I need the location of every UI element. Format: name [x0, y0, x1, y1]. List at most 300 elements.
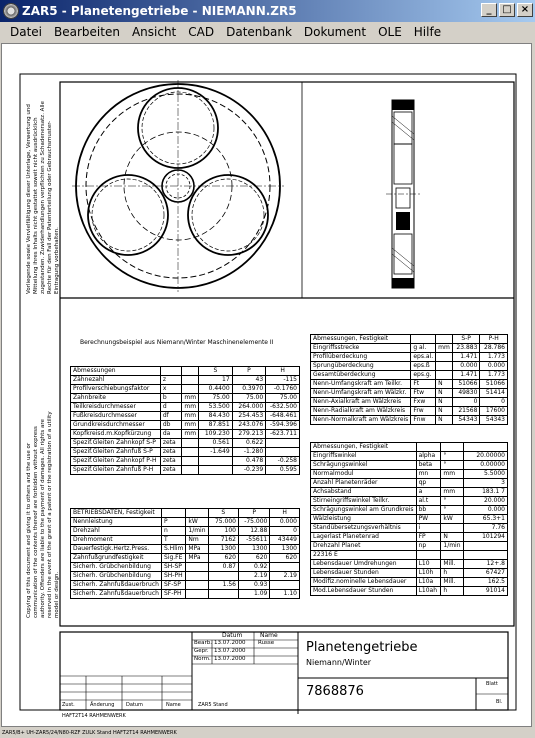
minimize-button[interactable]: _: [481, 3, 497, 17]
table-cell: 3: [463, 479, 507, 488]
table-cell: 28.786: [480, 344, 508, 353]
table-cell: [436, 371, 453, 380]
menu-dokument[interactable]: Dokument: [303, 24, 367, 39]
tb-col-name: Name: [260, 632, 278, 639]
table-cell: 0.3970: [232, 385, 266, 394]
table-cell: 254.453: [232, 412, 266, 421]
table-cell: Standübersetzungsverhältnis: [311, 524, 417, 533]
table-cell: bb: [416, 506, 441, 515]
close-button[interactable]: ×: [517, 3, 533, 17]
table-row: [71, 545, 300, 554]
table-cell: Fußkreisdurchmesser: [71, 412, 161, 421]
table-header-cell: BETRIEBSDATEN, Festigkeit: [71, 509, 162, 518]
table-cell: [186, 590, 208, 599]
table-cell: 1300: [208, 545, 238, 554]
table-cell: zeta: [160, 457, 182, 466]
table-cell: Nenn-Radialkraft am Wälzkreis: [311, 407, 411, 416]
table-cell: -623.711: [266, 430, 300, 439]
table-cell: Sicherh. Grübchenbildung: [71, 563, 162, 572]
table-cell: [441, 479, 463, 488]
table-cell: -0.239: [232, 466, 266, 475]
table-row: [311, 533, 508, 542]
table-cell: Sicherh. Zahnfußdauerbruch: [71, 590, 162, 599]
table-row: [71, 412, 300, 421]
table-row: [71, 421, 300, 430]
table-cell: Anzahl Planetenräder: [311, 479, 417, 488]
table-row: [311, 524, 508, 533]
table-cell: 0.4400: [199, 385, 233, 394]
table-cell: 1/min: [441, 542, 463, 551]
window-titlebar: [0, 0, 535, 22]
table-cell: [436, 353, 453, 362]
table-cell: d: [160, 403, 182, 412]
table-cell: [266, 448, 300, 457]
table-cell: MPa: [186, 554, 208, 563]
menu-ole[interactable]: OLE: [378, 24, 402, 39]
table-cell: n: [161, 527, 185, 536]
table-cell: [182, 448, 199, 457]
table-cell: 0: [480, 398, 508, 407]
table-cell: [182, 385, 199, 394]
table-row: [311, 344, 508, 353]
table-header-cell: S: [208, 509, 238, 518]
table-header-row: [311, 443, 508, 452]
table-header-cell: H: [266, 367, 300, 376]
table-cell: qp: [416, 479, 441, 488]
table-cell: L10: [416, 560, 441, 569]
table-cell: 100: [208, 527, 238, 536]
menu-datei[interactable]: Datei: [10, 24, 43, 39]
table-header-row: [71, 367, 300, 376]
table-header-cell: Abmessungen, Festigkeit: [311, 443, 417, 452]
table-cell: N: [436, 407, 453, 416]
table-row: [71, 430, 300, 439]
table-cell: 20.00000: [463, 452, 507, 461]
table-row: [71, 448, 300, 457]
table-header-cell: P: [238, 509, 269, 518]
table-row: [311, 587, 508, 596]
table-header-cell: Abmessungen, Festigkeit: [311, 335, 411, 344]
table-cell: 1.773: [480, 371, 508, 380]
table-cell: -55611: [238, 536, 269, 545]
tb-norm-label: Norm.: [194, 656, 211, 662]
table-cell: -0.1760: [266, 385, 300, 394]
table-cell: 0.87: [208, 563, 238, 572]
tb-footer-stand: ZAR5 Stand: [198, 702, 228, 708]
table-cell: N: [436, 380, 453, 389]
table-cell: -632.500: [266, 403, 300, 412]
table-cell: mm: [441, 488, 463, 497]
table-cell: da: [160, 430, 182, 439]
table-cell: Lebensdauer Umdrehungen: [311, 560, 417, 569]
calc-caption: Berechnungsbeispiel aus Niemann/Winter Maschinenelemente II: [80, 339, 274, 346]
menu-bar: [0, 22, 535, 41]
table-cell: 2.19: [238, 572, 269, 581]
table-cell: Drehmoment: [71, 536, 162, 545]
table-cell: L10h: [416, 569, 441, 578]
table-cell: np: [416, 542, 441, 551]
table-cell: N: [436, 416, 453, 425]
tb-norm-date: 13.07.2000: [214, 656, 246, 662]
table-cell: -594.396: [266, 421, 300, 430]
table-cell: zeta: [160, 439, 182, 448]
table-header-row: [311, 335, 508, 344]
table-cell: Kopfkreisd.m.Kopfkürzung: [71, 430, 161, 439]
table-cell: 0.000: [463, 506, 507, 515]
table-cell: 620: [270, 554, 300, 563]
table-row: [311, 569, 508, 578]
table-cell: -1.649: [199, 448, 233, 457]
table-cell: SH-SP: [161, 563, 185, 572]
table-cell: [186, 563, 208, 572]
table-cell: 109.230: [199, 430, 233, 439]
table-cell: beta: [416, 461, 441, 470]
table-row: [71, 563, 300, 572]
table-cell: Teilkreisdurchmesser: [71, 403, 161, 412]
table-cell: 1300: [238, 545, 269, 554]
dimensions-table-left: [70, 366, 300, 475]
table-row: [71, 385, 300, 394]
table-row: [71, 376, 300, 385]
table-cell: Profilverschiebungsfaktor: [71, 385, 161, 394]
table-cell: [182, 376, 199, 385]
table-cell: Mod.Lebensdauer Stunden: [311, 587, 417, 596]
table-row: [311, 488, 508, 497]
table-cell: Wälzleistung: [311, 515, 417, 524]
table-cell: Drehzahl: [71, 527, 162, 536]
table-row: [311, 542, 508, 551]
tb-bearb-date: 13.07.2000: [214, 640, 246, 646]
table-cell: 279.213: [232, 430, 266, 439]
table-row: [311, 416, 508, 425]
tb-footnote: HAFT2T14 RAHMENWERK: [62, 713, 126, 719]
dimensions-table-right: [310, 334, 508, 425]
table-cell: Schrägungswinkel am Grundkreis: [311, 506, 417, 515]
table-cell: PW: [416, 515, 441, 524]
table-cell: 87.851: [199, 421, 233, 430]
table-cell: 75.00: [266, 394, 300, 403]
table-cell: 1.471: [452, 353, 480, 362]
table-row: [311, 407, 508, 416]
table-cell: 75.00: [232, 394, 266, 403]
table-cell: g al.: [411, 344, 436, 353]
table-cell: 0.92: [238, 563, 269, 572]
drawing-title: Planetengetriebe: [306, 640, 418, 655]
table-cell: 0.93: [238, 581, 269, 590]
table-cell: Ft: [411, 380, 436, 389]
table-cell: 12+.8: [463, 560, 507, 569]
table-cell: Spezif.Gleiten Zahnkopf P-H: [71, 457, 161, 466]
status-bar: ZAR5/B+ UH-ZAR5/24/N80-RZF ZULK Stand HAFT2T14 RAHMENWERK: [2, 730, 177, 736]
table-cell: 12.88: [238, 527, 269, 536]
table-cell: 51066: [452, 380, 480, 389]
table-cell: 67427: [463, 569, 507, 578]
table-row: [71, 581, 300, 590]
tb-footer-datum: Datum: [126, 702, 143, 708]
table-cell: 5.5000: [463, 470, 507, 479]
table-cell: [441, 524, 463, 533]
table-row: [311, 353, 508, 362]
table-cell: 0.561: [199, 439, 233, 448]
table-row: [311, 389, 508, 398]
tb-gepr-date: 13.07.2000: [214, 648, 246, 654]
table-cell: Ftw: [411, 389, 436, 398]
table-row: [71, 439, 300, 448]
table-cell: zeta: [160, 466, 182, 475]
table-header-cell: H: [270, 509, 300, 518]
table-cell: Spezif.Gleiten Zahnfuß P-H: [71, 466, 161, 475]
table-row: [311, 398, 508, 407]
tb-footer-name: Name: [166, 702, 181, 708]
table-cell: Profilüberdeckung: [311, 353, 411, 362]
table-cell: SH-PH: [161, 572, 185, 581]
table-cell: Mill.: [441, 560, 463, 569]
table-cell: Eingriffswinkel: [311, 452, 417, 461]
tb-bearb-name: Russe: [258, 640, 275, 646]
table-cell: [199, 457, 233, 466]
table-cell: Normalmodul: [311, 470, 417, 479]
table-cell: 75.000: [208, 518, 238, 527]
table-cell: Lebensdauer Stunden: [311, 569, 417, 578]
table-cell: -0.258: [266, 457, 300, 466]
table-row: [71, 466, 300, 475]
table-cell: Nm: [186, 536, 208, 545]
table-cell: 23.883: [452, 344, 480, 353]
table-cell: 7.76: [463, 524, 507, 533]
table-cell: 17600: [480, 407, 508, 416]
table-cell: Gesamtüberdeckung: [311, 371, 411, 380]
table-row: [311, 362, 508, 371]
table-cell: 620: [208, 554, 238, 563]
table-cell: Achsabstand: [311, 488, 417, 497]
table-cell: 54343: [452, 416, 480, 425]
table-cell: [266, 439, 300, 448]
menu-bearbeiten[interactable]: Bearbeiten: [54, 24, 120, 39]
table-cell: 43449: [270, 536, 300, 545]
table-header-cell: [411, 335, 436, 344]
tb-bearb-label: Bearb.: [194, 640, 213, 646]
table-cell: 65.3+1: [463, 515, 507, 524]
table-cell: 49830: [452, 389, 480, 398]
table-row: [71, 394, 300, 403]
table-cell: FP: [416, 533, 441, 542]
table-cell: 1.471: [452, 371, 480, 380]
table-cell: 91014: [463, 587, 507, 596]
table-cell: zeta: [160, 448, 182, 457]
table-row: [71, 590, 300, 599]
tb-blatt: Blatt: [486, 681, 498, 687]
window-title: ZAR5 - Planetengetriebe - NIEMANN.ZR5: [22, 4, 297, 18]
table-header-cell: [161, 509, 185, 518]
table-cell: x: [160, 385, 182, 394]
table-cell: kW: [186, 518, 208, 527]
table-cell: MPa: [186, 545, 208, 554]
table-cell: Zahnbreite: [71, 394, 161, 403]
table-cell: [186, 572, 208, 581]
table-cell: [270, 563, 300, 572]
table-cell: 53.500: [199, 403, 233, 412]
table-cell: Drehzahl Planet: [311, 542, 417, 551]
table-cell: -75.000: [238, 518, 269, 527]
table-cell: 243.076: [232, 421, 266, 430]
table-cell: 7162: [208, 536, 238, 545]
table-row: [311, 371, 508, 380]
table-row: [311, 380, 508, 389]
operating-data-table: [70, 508, 300, 599]
table-cell: [436, 362, 453, 371]
table-cell: 0.00000: [463, 461, 507, 470]
table-cell: [182, 466, 199, 475]
table-row: [311, 551, 508, 560]
table-header-cell: P: [232, 367, 266, 376]
table-cell: 21568: [452, 407, 480, 416]
table-row: [311, 497, 508, 506]
table-cell: 20.000: [463, 497, 507, 506]
table-cell: Zahnfußgrundfestigkeit: [71, 554, 162, 563]
table-cell: [463, 542, 507, 551]
table-cell: P: [161, 518, 185, 527]
table-cell: al.t: [416, 497, 441, 506]
table-row: [71, 457, 300, 466]
table-cell: Sicherh. Zahnfußdauerbruch: [71, 581, 162, 590]
table-cell: °: [441, 461, 463, 470]
app-gear-icon: [3, 3, 19, 19]
table-cell: 1.10: [270, 590, 300, 599]
table-cell: [182, 457, 199, 466]
table-cell: Nenn-Normalkraft am Wälzkreis: [311, 416, 411, 425]
table-cell: alpha: [416, 452, 441, 461]
table-row: [311, 506, 508, 515]
table-cell: 43: [232, 376, 266, 385]
table-cell: [441, 551, 463, 560]
copyright-notice-de: Vorliegende sowie Vervielfältigung dieser Unterlage, Verwertung und Mitteilung ihres Inhalts nicht gestattet soweit nicht ausdrücklich zugestanden. Zuwiderhandlungen verpflichten zu Schadenersatz. Alle Rechte für den Fall der Patenterteilung oder Gebrauchsmuster-Eintragung vorbehalten.: [26, 101, 60, 294]
table-cell: mm: [182, 394, 199, 403]
table-cell: Grundkreisdurchmesser: [71, 421, 161, 430]
table-row: [71, 572, 300, 581]
table-header-cell: [463, 443, 507, 452]
table-cell: [208, 572, 238, 581]
table-cell: 0.478: [232, 457, 266, 466]
table-cell: b: [160, 394, 182, 403]
table-cell: 54343: [480, 416, 508, 425]
table-cell: Nennleistung: [71, 518, 162, 527]
table-cell: Sig.FE: [161, 554, 185, 563]
drawing-subtitle: Niemann/Winter: [306, 658, 372, 667]
table-row: [71, 403, 300, 412]
table-cell: 0.000: [452, 362, 480, 371]
table-cell: eps.al.: [411, 353, 436, 362]
maximize-button[interactable]: □: [499, 3, 515, 17]
table-cell: Fxw: [411, 398, 436, 407]
table-cell: °: [441, 497, 463, 506]
table-cell: Spezif.Gleiten Zahnfuß S-P: [71, 448, 161, 457]
table-cell: Nenn-Axialkraft am Wälzkreis: [311, 398, 411, 407]
table-cell: 183.1 7: [463, 488, 507, 497]
table-cell: mm: [182, 403, 199, 412]
strength-table-right: [310, 442, 508, 596]
table-cell: T: [161, 536, 185, 545]
table-row: [71, 554, 300, 563]
table-cell: Modifiz.nominelle Lebensdauer: [311, 578, 417, 587]
table-cell: Schrägungswinkel: [311, 461, 417, 470]
table-cell: 22316 E: [311, 551, 417, 560]
table-cell: mm: [441, 470, 463, 479]
table-header-cell: [441, 443, 463, 452]
table-header-cell: [436, 335, 453, 344]
table-cell: 0: [270, 527, 300, 536]
table-row: [71, 536, 300, 545]
table-cell: a: [416, 488, 441, 497]
tb-col-datum: Datum: [222, 632, 243, 639]
table-header-cell: Abmessungen: [71, 367, 161, 376]
table-row: [311, 470, 508, 479]
table-cell: °: [441, 452, 463, 461]
table-cell: 0.622: [232, 439, 266, 448]
table-row: [71, 527, 300, 536]
table-row: [311, 479, 508, 488]
table-cell: Eingriffsstrecke: [311, 344, 411, 353]
table-cell: Spezif.Gleiten Zahnkopf S-P: [71, 439, 161, 448]
planetary-gear-section-view: [386, 100, 420, 288]
table-cell: Sprungüberdeckung: [311, 362, 411, 371]
table-cell: N: [436, 398, 453, 407]
table-cell: Frw: [411, 407, 436, 416]
table-cell: 17: [199, 376, 233, 385]
menu-ansicht[interactable]: Ansicht: [131, 24, 177, 39]
menu-hilfe[interactable]: Hilfe: [413, 24, 442, 39]
table-header-cell: S-P: [452, 335, 480, 344]
table-cell: h: [441, 587, 463, 596]
table-cell: 620: [238, 554, 269, 563]
planetary-gear-front-view: [72, 80, 284, 292]
table-cell: 264.000: [232, 403, 266, 412]
menu-cad[interactable]: CAD: [188, 24, 215, 39]
table-cell: kW: [441, 515, 463, 524]
table-cell: eps.ß: [411, 362, 436, 371]
tb-footer-aenderung: Änderung: [90, 702, 115, 708]
table-cell: -648.461: [266, 412, 300, 421]
table-cell: 1.09: [238, 590, 269, 599]
table-cell: mm: [182, 421, 199, 430]
table-row: [311, 560, 508, 569]
table-cell: S.Hlim: [161, 545, 185, 554]
tb-gepr-label: Gepr.: [194, 648, 209, 654]
table-row: [311, 461, 508, 470]
table-row: [71, 518, 300, 527]
menu-datenbank[interactable]: Datenbank: [226, 24, 292, 39]
table-cell: Lagerlast Planetenrad: [311, 533, 417, 542]
table-cell: [270, 581, 300, 590]
table-cell: 2.19: [270, 572, 300, 581]
table-cell: -115: [266, 376, 300, 385]
table-cell: Fnw: [411, 416, 436, 425]
table-cell: °: [441, 506, 463, 515]
table-row: [311, 452, 508, 461]
table-cell: Mill.: [441, 578, 463, 587]
table-cell: mn: [416, 470, 441, 479]
tb-bl: Bl.: [496, 699, 503, 705]
table-cell: eps.g.: [411, 371, 436, 380]
table-cell: Sicherh. Grübchenbildung: [71, 572, 162, 581]
table-cell: 51414: [480, 389, 508, 398]
table-cell: df: [160, 412, 182, 421]
table-cell: 84.430: [199, 412, 233, 421]
table-cell: 0: [452, 398, 480, 407]
drawing-canvas[interactable]: [1, 43, 532, 727]
table-cell: N: [436, 389, 453, 398]
table-cell: mm: [182, 412, 199, 421]
table-cell: 51066: [480, 380, 508, 389]
